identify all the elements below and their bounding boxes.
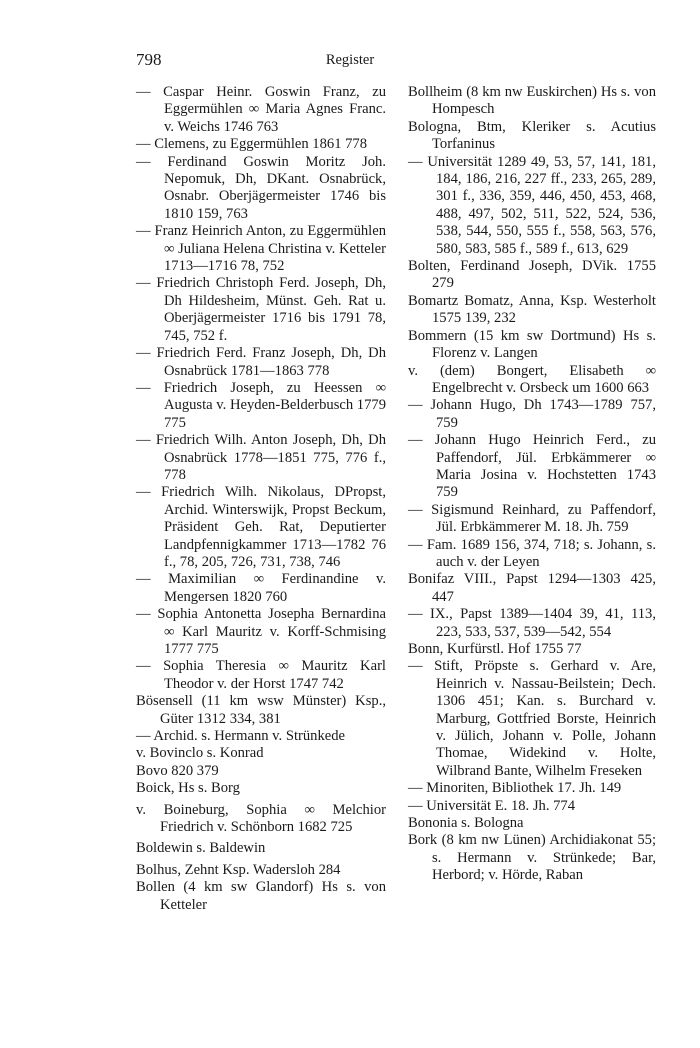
index-column-right xyxy=(408,84,656,885)
index-subentry: — Universität E. 18. Jh. 774 xyxy=(408,797,576,814)
index-entry: Bomartz Bomatz, Anna, Ksp. Westerholt 1575 139, 232 xyxy=(408,292,656,327)
page-number: 798 xyxy=(136,50,162,69)
index-subentry: — Archid. s. Hermann v. Strünkede xyxy=(136,728,346,745)
index-subentry: — Friedrich Christoph Ferd. Joseph, Dh, Dh Hildesheim, Münst. Geh. Rat u. Oberjägermeister 1716 bis 1791 78, 745, 752 f. xyxy=(136,275,386,344)
index-subentry: — Fam. 1689 156, 374, 718; s. Johann, s. auch v. der Leyen xyxy=(408,536,656,570)
index-entry: Bolhus, Zehnt Ksp. Wadersloh 284 xyxy=(136,861,341,878)
index-subentry: — Maximilian ∞ Ferdinandine v. Mengersen 1820 760 xyxy=(136,571,386,605)
index-entry: Bologna, Btm, Kleriker s. Acutius Torfaninus xyxy=(408,118,656,153)
index-entry: Bonifaz VIII., Papst 1294—1303 425, 447 xyxy=(408,571,656,605)
index-entry: v. (dem) Bongert, Elisabeth ∞ Engelbrecht v. Orsbeck um 1600 663 xyxy=(408,362,656,396)
index-entry: Bovo 820 379 xyxy=(136,762,219,779)
index-entry: v. Boineburg, Sophia ∞ Melchior Friedrich v. Schönborn 1682 725 xyxy=(136,801,386,836)
index-subentry: — Universität 1289 49, 53, 57, 141, 181, 184, 186, 216, 227 ff., 233, 265, 289, 301 f., 336, 359, 446, 450, 453, 468, 488, 497, 502, 511, 522, 524, 536, 538, 544, 550, 555 f., 558, 563, 576, 580, 583, 585 f., 589 f., 613, 629 xyxy=(408,153,656,257)
index-subentry: — Caspar Heinr. Goswin Franz, zu Eggermühlen ∞ Maria Agnes Franc. v. Weichs 1746 763 xyxy=(136,84,386,135)
index-entry: v. Bovinclo s. Konrad xyxy=(136,745,264,762)
index-subentry: — Johann Hugo Heinrich Ferd., zu Paffendorf, Jül. Erbkämmerer ∞ Maria Josina v. Hochstetten 1743 759 xyxy=(408,432,656,501)
index-entry: Bollen (4 km sw Glandorf) Hs s. von Ketteler xyxy=(136,879,386,913)
index-subentry: — Johann Hugo, Dh 1743—1789 757, 759 xyxy=(408,397,656,431)
running-head: Register xyxy=(325,52,375,68)
index-entry: Bolten, Ferdinand Joseph, DVik. 1755 279 xyxy=(408,258,656,292)
index-subentry: — IX., Papst 1389—1404 39, 41, 113, 223, 533, 537, 539—542, 554 xyxy=(408,606,656,640)
index-subentry: — Franz Heinrich Anton, zu Eggermühlen ∞ Juliana Helena Christina v. Ketteler 1713—1716 78, 752 xyxy=(136,223,386,275)
index-subentry: — Sophia Theresia ∞ Mauritz Karl Theodor v. der Horst 1747 742 xyxy=(136,658,386,692)
index-entry: Bork (8 km nw Lünen) Archidiakonat 55; s. Hermann v. Strünkede; Bar, Herbord; v. Hörde, Raban xyxy=(408,832,656,884)
index-entry: Bösensell (11 km wsw Münster) Ksp., Güter 1312 334, 381 xyxy=(136,693,386,727)
index-entry: Boldewin s. Baldewin xyxy=(136,840,266,857)
index-subentry: — Friedrich Ferd. Franz Joseph, Dh, Dh Osnabrück 1781—1863 778 xyxy=(136,345,386,379)
index-subentry: — Sophia Antonetta Josepha Bernardina ∞ Karl Mauritz v. Korff-Schmising 1777 775 xyxy=(136,606,386,657)
index-entry: Bononia s. Bologna xyxy=(408,815,524,832)
index-subentry: — Friedrich Joseph, zu Heessen ∞ Augusta v. Heyden-Belderbusch 1779 775 xyxy=(136,379,386,431)
index-subentry: — Clemens, zu Eggermühlen 1861 778 xyxy=(136,136,368,153)
index-subentry: — Sigismund Reinhard, zu Paffendorf, Jül. Erbkämmerer M. 18. Jh. 759 xyxy=(408,501,656,536)
page-header xyxy=(136,50,564,72)
index-subentry: — Stift, Pröpste s. Gerhard v. Are, Heinrich v. Nassau-Beilstein; Dech. 1306 451; Kan. s. Burchard v. Marburg, Gottfried Borste, Heinrich v. Jülich, Johann v. Polle, Johann Thomae, Widekind v. Holte, Wilbrand Bante, Wilhelm Freseken xyxy=(408,658,656,779)
index-subentry: — Minoriten, Bibliothek 17. Jh. 149 xyxy=(408,780,622,797)
index-subentry: — Friedrich Wilh. Anton Joseph, Dh, Dh Osnabrück 1778—1851 775, 776 f., 778 xyxy=(136,432,386,483)
index-entry: Bommern (15 km sw Dortmund) Hs s. Florenz v. Langen xyxy=(408,327,656,362)
index-column-left xyxy=(136,84,386,914)
index-entry: Bonn, Kurfürstl. Hof 1755 77 xyxy=(408,641,582,657)
index-entry: Bollheim (8 km nw Euskirchen) Hs s. von Hompesch xyxy=(408,84,656,118)
index-subentry: — Ferdinand Goswin Moritz Joh. Nepomuk, Dh, DKant. Osnabrück, Osnabr. Oberjägermeister 1746 bis 1810 159, 763 xyxy=(136,153,386,222)
index-subentry: — Friedrich Wilh. Nikolaus, DPropst, Archid. Winterswijk, Propst Beckum, Präsident Geh. Rat, Deputierter Landpfennigkammer 1713—1782 76 f., 78, 205, 726, 731, 738, 746 xyxy=(136,484,386,570)
index-entry: Boick, Hs s. Borg xyxy=(136,780,240,797)
